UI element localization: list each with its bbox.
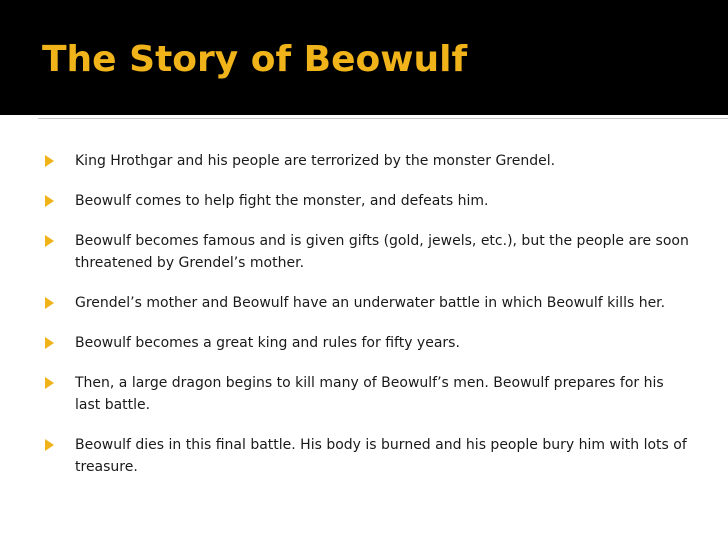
bullet-text: King Hrothgar and his people are terrorized by the monster Grendel. [75, 153, 556, 169]
bullet-item [40, 332, 690, 354]
bullet-item [40, 292, 690, 314]
bullet-item [40, 372, 690, 416]
triangle-bullet-icon [45, 337, 54, 349]
bullet-item [40, 434, 690, 478]
triangle-bullet-icon [45, 235, 54, 247]
triangle-bullet-icon [45, 297, 54, 309]
triangle-bullet-icon [45, 439, 54, 451]
bullet-text: Then, a large dragon begins to kill many of Beowulf’s men. Beowulf prepares for his last battle. [75, 375, 664, 413]
triangle-bullet-icon [45, 195, 54, 207]
bullet-text: Beowulf comes to help fight the monster, and defeats him. [75, 193, 489, 209]
bullet-text: Grendel’s mother and Beowulf have an underwater battle in which Beowulf kills her. [75, 295, 666, 311]
slide-title: The Story of Beowulf [42, 39, 468, 80]
bullet-text: Beowulf dies in this final battle. His body is burned and his people bury him with lots of treasure. [75, 437, 687, 475]
bullet-text: Beowulf becomes famous and is given gifts (gold, jewels, etc.), but the people are soon threatened by Grendel’s mother. [75, 233, 689, 271]
bullet-item [40, 230, 690, 274]
title-band [0, 0, 728, 115]
triangle-bullet-icon [45, 377, 54, 389]
bullet-text: Beowulf becomes a great king and rules for fifty years. [75, 335, 460, 351]
title-divider [38, 118, 728, 119]
bullet-list [40, 150, 690, 496]
bullet-item [40, 150, 690, 172]
bullet-item [40, 190, 690, 212]
triangle-bullet-icon [45, 155, 54, 167]
